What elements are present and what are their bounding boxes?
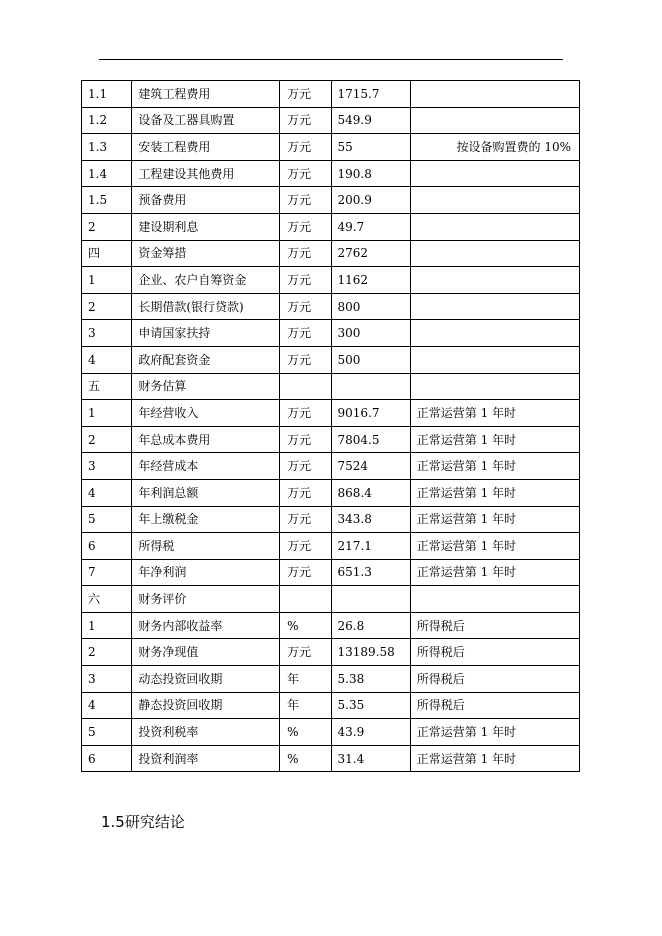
section-number: 1.5 [101,813,125,831]
row-note [410,293,579,320]
row-item: 财务评价 [132,586,280,613]
row-unit: 万元 [280,293,331,320]
table-row [82,666,580,693]
table-row [82,213,580,240]
table-row [82,346,580,373]
section-heading [101,813,185,831]
row-unit [280,373,331,400]
row-number: 1 [82,267,132,294]
row-number: 4 [82,692,132,719]
table-row [82,479,580,506]
table-row [82,107,580,134]
row-value: 500 [331,346,410,373]
row-number: 1 [82,612,132,639]
table-row [82,559,580,586]
row-unit: 万元 [280,426,331,453]
row-item: 预备费用 [132,187,280,214]
table-row [82,426,580,453]
table-row [82,160,580,187]
row-number: 1.5 [82,187,132,214]
row-item: 投资利税率 [132,719,280,746]
row-unit: % [280,612,331,639]
table-row [82,612,580,639]
row-note: 正常运营第 1 年时 [410,506,579,533]
row-unit: 万元 [280,81,331,108]
row-unit: % [280,719,331,746]
row-item: 年利润总额 [132,479,280,506]
row-unit: 万元 [280,506,331,533]
table-row [82,400,580,427]
section-title: 研究结论 [124,813,185,831]
row-note [410,346,579,373]
row-unit: 万元 [280,187,331,214]
row-value: 7524 [331,453,410,480]
row-note: 正常运营第 1 年时 [410,719,579,746]
row-value: 26.8 [331,612,410,639]
row-note: 正常运营第 1 年时 [410,426,579,453]
row-value: 190.8 [331,160,410,187]
row-unit: 万元 [280,267,331,294]
financial-summary-table [81,80,580,772]
row-item: 工程建设其他费用 [132,160,280,187]
row-number: 6 [82,533,132,560]
row-number: 1.3 [82,134,132,161]
row-unit [280,586,331,613]
row-value: 217.1 [331,533,410,560]
row-unit: 万元 [280,107,331,134]
row-value: 200.9 [331,187,410,214]
row-unit: 万元 [280,134,331,161]
row-number: 4 [82,346,132,373]
row-unit: 万元 [280,160,331,187]
row-item: 年上缴税金 [132,506,280,533]
row-number: 五 [82,373,132,400]
row-unit: 万元 [280,213,331,240]
row-item: 静态投资回收期 [132,692,280,719]
row-number: 1 [82,400,132,427]
row-item: 企业、农户自筹资金 [132,267,280,294]
row-item: 建设期利息 [132,213,280,240]
row-item: 财务估算 [132,373,280,400]
row-item: 年经营收入 [132,400,280,427]
row-value: 300 [331,320,410,347]
row-note [410,586,579,613]
table-row [82,81,580,108]
row-value: 549.9 [331,107,410,134]
row-value: 1162 [331,267,410,294]
row-item: 长期借款(银行贷款) [132,293,280,320]
row-note [410,81,579,108]
row-value: 7804.5 [331,426,410,453]
row-unit: 万元 [280,240,331,267]
row-note [410,267,579,294]
row-value: 43.9 [331,719,410,746]
row-number: 四 [82,240,132,267]
table-row [82,533,580,560]
row-number: 2 [82,426,132,453]
row-number: 2 [82,213,132,240]
row-unit: % [280,745,331,772]
row-unit: 万元 [280,639,331,666]
row-value [331,373,410,400]
row-note [410,320,579,347]
row-note [410,240,579,267]
row-number: 1.4 [82,160,132,187]
table-row [82,453,580,480]
row-item: 投资利润率 [132,745,280,772]
row-value: 1715.7 [331,81,410,108]
row-unit: 万元 [280,320,331,347]
row-number: 3 [82,666,132,693]
row-note: 正常运营第 1 年时 [410,400,579,427]
row-unit: 万元 [280,453,331,480]
table-row [82,134,580,161]
row-note [410,107,579,134]
row-number: 5 [82,506,132,533]
table-row [82,320,580,347]
row-note [410,187,579,214]
table-row [82,240,580,267]
row-value: 13189.58 [331,639,410,666]
row-value: 55 [331,134,410,161]
table-row [82,719,580,746]
row-item: 年净利润 [132,559,280,586]
row-number: 3 [82,453,132,480]
row-number: 六 [82,586,132,613]
row-unit: 万元 [280,479,331,506]
row-value [331,586,410,613]
row-number: 1.1 [82,81,132,108]
row-note [410,373,579,400]
row-note: 按设备购置费的 10% [410,134,579,161]
table-row [82,293,580,320]
row-value: 800 [331,293,410,320]
row-value: 9016.7 [331,400,410,427]
row-note [410,213,579,240]
table-row [82,187,580,214]
row-note: 正常运营第 1 年时 [410,479,579,506]
row-unit: 万元 [280,533,331,560]
row-unit: 年 [280,692,331,719]
table-row [82,586,580,613]
table-row [82,639,580,666]
row-item: 所得税 [132,533,280,560]
table-row [82,692,580,719]
row-number: 5 [82,719,132,746]
row-number: 3 [82,320,132,347]
row-item: 年总成本费用 [132,426,280,453]
row-item: 申请国家扶持 [132,320,280,347]
row-note: 正常运营第 1 年时 [410,453,579,480]
header-rule [99,59,563,60]
row-item: 财务净现值 [132,639,280,666]
row-item: 设备及工器具购置 [132,107,280,134]
row-unit: 万元 [280,346,331,373]
row-note: 所得税后 [410,612,579,639]
row-item: 财务内部收益率 [132,612,280,639]
row-note: 所得税后 [410,639,579,666]
row-note: 所得税后 [410,666,579,693]
row-note: 正常运营第 1 年时 [410,745,579,772]
row-value: 5.38 [331,666,410,693]
row-note [410,160,579,187]
row-number: 7 [82,559,132,586]
row-note: 正常运营第 1 年时 [410,559,579,586]
row-number: 2 [82,293,132,320]
row-note: 所得税后 [410,692,579,719]
table-body [82,81,580,772]
row-item: 资金筹措 [132,240,280,267]
row-value: 343.8 [331,506,410,533]
table-row [82,745,580,772]
row-number: 6 [82,745,132,772]
row-note: 正常运营第 1 年时 [410,533,579,560]
row-item: 动态投资回收期 [132,666,280,693]
row-unit: 年 [280,666,331,693]
row-number: 1.2 [82,107,132,134]
row-unit: 万元 [280,559,331,586]
table-row [82,267,580,294]
row-value: 49.7 [331,213,410,240]
table-row [82,373,580,400]
row-item: 政府配套资金 [132,346,280,373]
row-value: 31.4 [331,745,410,772]
row-value: 5.35 [331,692,410,719]
table-row [82,506,580,533]
row-value: 868.4 [331,479,410,506]
row-value: 651.3 [331,559,410,586]
row-number: 4 [82,479,132,506]
row-value: 2762 [331,240,410,267]
row-item: 安装工程费用 [132,134,280,161]
row-number: 2 [82,639,132,666]
row-item: 建筑工程费用 [132,81,280,108]
row-unit: 万元 [280,400,331,427]
row-item: 年经营成本 [132,453,280,480]
